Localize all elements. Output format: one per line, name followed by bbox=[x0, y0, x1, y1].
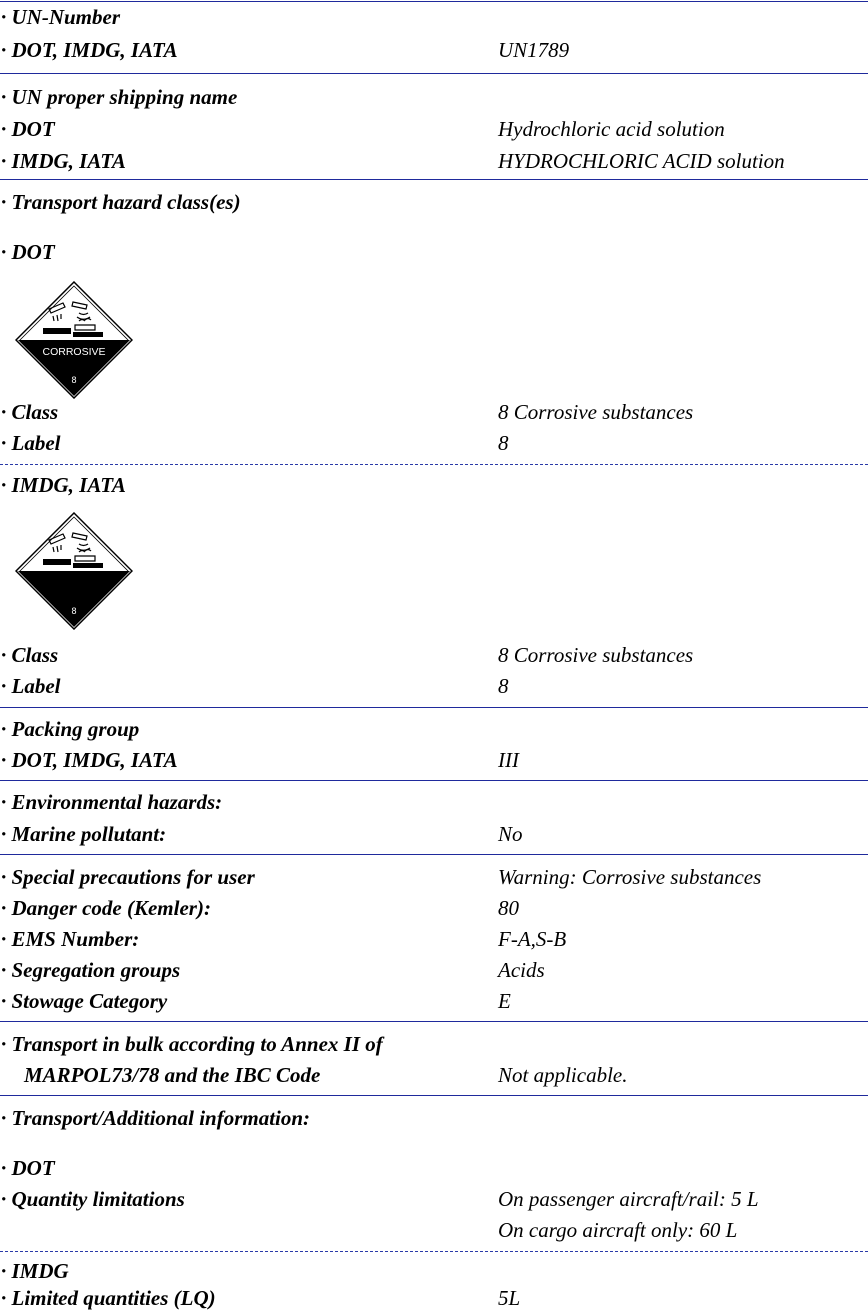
limited-quantities-row bbox=[0, 1285, 868, 1311]
section-divider bbox=[0, 1021, 868, 1022]
kemler-label: · Danger code (Kemler): bbox=[1, 896, 211, 920]
quantity-limitations-value-1: On passenger aircraft/rail: 5 L bbox=[498, 1187, 759, 1211]
hazard-class-heading-row bbox=[0, 189, 868, 215]
shipping-name-dot-value: Hydrochloric acid solution bbox=[498, 117, 725, 141]
dot-label-value: 8 bbox=[498, 431, 509, 455]
corrosive-placard-dot-icon bbox=[15, 281, 133, 399]
additional-imdg-row bbox=[0, 1258, 868, 1284]
imdg-class-value: 8 Corrosive substances bbox=[498, 643, 694, 667]
packing-group-row bbox=[0, 747, 868, 773]
subsection-divider bbox=[0, 1251, 868, 1252]
special-precautions-value: Warning: Corrosive substances bbox=[498, 865, 762, 889]
quantity-limitations-row-2 bbox=[0, 1217, 868, 1243]
section-divider bbox=[0, 854, 868, 855]
imdg-label-value: 8 bbox=[498, 674, 509, 698]
dot-class-value: 8 Corrosive substances bbox=[498, 400, 694, 424]
shipping-name-heading-row bbox=[0, 84, 868, 110]
hazard-imdg-heading-row bbox=[0, 472, 868, 498]
special-precautions-row bbox=[0, 864, 868, 890]
un-number-heading-row bbox=[0, 4, 868, 30]
bulk-row-line1 bbox=[0, 1031, 868, 1057]
hazard-dot-heading-row bbox=[0, 239, 868, 265]
segregation-label: · Segregation groups bbox=[1, 958, 181, 982]
section-divider bbox=[0, 179, 868, 180]
environmental-heading: · Environmental hazards: bbox=[1, 790, 223, 814]
imdg-class-row bbox=[0, 642, 868, 668]
packing-group-heading-row bbox=[0, 716, 868, 742]
additional-dot-label: · DOT bbox=[1, 1156, 55, 1180]
placard-corrosive-text: CORROSIVE bbox=[42, 346, 106, 358]
quantity-limitations-value-2: On cargo aircraft only: 60 L bbox=[498, 1218, 738, 1242]
section-divider bbox=[0, 780, 868, 781]
kemler-value: 80 bbox=[498, 896, 519, 920]
dot-label-row bbox=[0, 430, 868, 456]
bulk-label-line1: · Transport in bulk according to Annex II of bbox=[1, 1032, 383, 1056]
shipping-name-heading: · UN proper shipping name bbox=[1, 85, 238, 109]
stowage-label: · Stowage Category bbox=[1, 989, 168, 1013]
quantity-limitations-row bbox=[0, 1186, 868, 1212]
hazard-dot-label: · DOT bbox=[1, 240, 55, 264]
packing-group-heading: · Packing group bbox=[1, 717, 140, 741]
ems-value: F-A,S-B bbox=[498, 927, 567, 951]
un-number-heading: · UN-Number bbox=[1, 5, 120, 29]
marine-pollutant-label: · Marine pollutant: bbox=[1, 822, 167, 846]
bulk-value: Not applicable. bbox=[498, 1063, 628, 1087]
segregation-value: Acids bbox=[498, 958, 545, 982]
subsection-divider bbox=[0, 464, 868, 465]
un-number-value: UN1789 bbox=[498, 38, 570, 62]
environmental-heading-row bbox=[0, 789, 868, 815]
hazard-class-heading: · Transport hazard class(es) bbox=[1, 190, 241, 214]
un-number-row bbox=[0, 37, 868, 63]
section-divider bbox=[0, 1095, 868, 1096]
un-number-label: · DOT, IMDG, IATA bbox=[1, 38, 178, 62]
packing-group-label: · DOT, IMDG, IATA bbox=[1, 748, 178, 772]
shipping-name-dot-row bbox=[0, 116, 868, 142]
section-divider bbox=[0, 707, 868, 708]
ems-label: · EMS Number: bbox=[1, 927, 140, 951]
hazard-imdg-label: · IMDG, IATA bbox=[1, 473, 126, 497]
imdg-class-label: · Class bbox=[1, 643, 59, 667]
limited-quantities-label: · Limited quantities (LQ) bbox=[1, 1286, 216, 1310]
shipping-name-imdg-label: · IMDG, IATA bbox=[1, 149, 126, 173]
shipping-name-dot-label: · DOT bbox=[1, 117, 55, 141]
stowage-value: E bbox=[498, 989, 511, 1013]
section-divider bbox=[0, 73, 868, 74]
limited-quantities-value: 5L bbox=[498, 1286, 521, 1310]
segregation-row bbox=[0, 957, 868, 983]
kemler-row bbox=[0, 895, 868, 921]
corrosive-placard-imdg-icon bbox=[15, 512, 133, 630]
dot-class-row bbox=[0, 399, 868, 425]
additional-heading-row bbox=[0, 1105, 868, 1131]
marine-pollutant-value: No bbox=[498, 822, 523, 846]
marine-pollutant-row bbox=[0, 821, 868, 847]
shipping-name-imdg-value: HYDROCHLORIC ACID solution bbox=[498, 149, 785, 173]
additional-heading: · Transport/Additional information: bbox=[1, 1106, 311, 1130]
placard-class-number: 8 bbox=[71, 375, 77, 385]
additional-dot-row bbox=[0, 1155, 868, 1181]
quantity-limitations-label: · Quantity limitations bbox=[1, 1187, 185, 1211]
section-divider bbox=[0, 1, 868, 2]
dot-label-label: · Label bbox=[1, 431, 61, 455]
special-precautions-label: · Special precautions for user bbox=[1, 865, 255, 889]
additional-imdg-label: · IMDG bbox=[1, 1259, 69, 1283]
packing-group-value: III bbox=[498, 748, 519, 772]
ems-row bbox=[0, 926, 868, 952]
dot-class-label: · Class bbox=[1, 400, 59, 424]
placard-class-number: 8 bbox=[71, 606, 77, 616]
bulk-row-line2 bbox=[0, 1062, 868, 1088]
stowage-row bbox=[0, 988, 868, 1014]
shipping-name-imdg-row bbox=[0, 148, 868, 174]
imdg-label-row bbox=[0, 673, 868, 699]
bulk-label-line2: MARPOL73/78 and the IBC Code bbox=[24, 1063, 321, 1087]
imdg-label-label: · Label bbox=[1, 674, 61, 698]
